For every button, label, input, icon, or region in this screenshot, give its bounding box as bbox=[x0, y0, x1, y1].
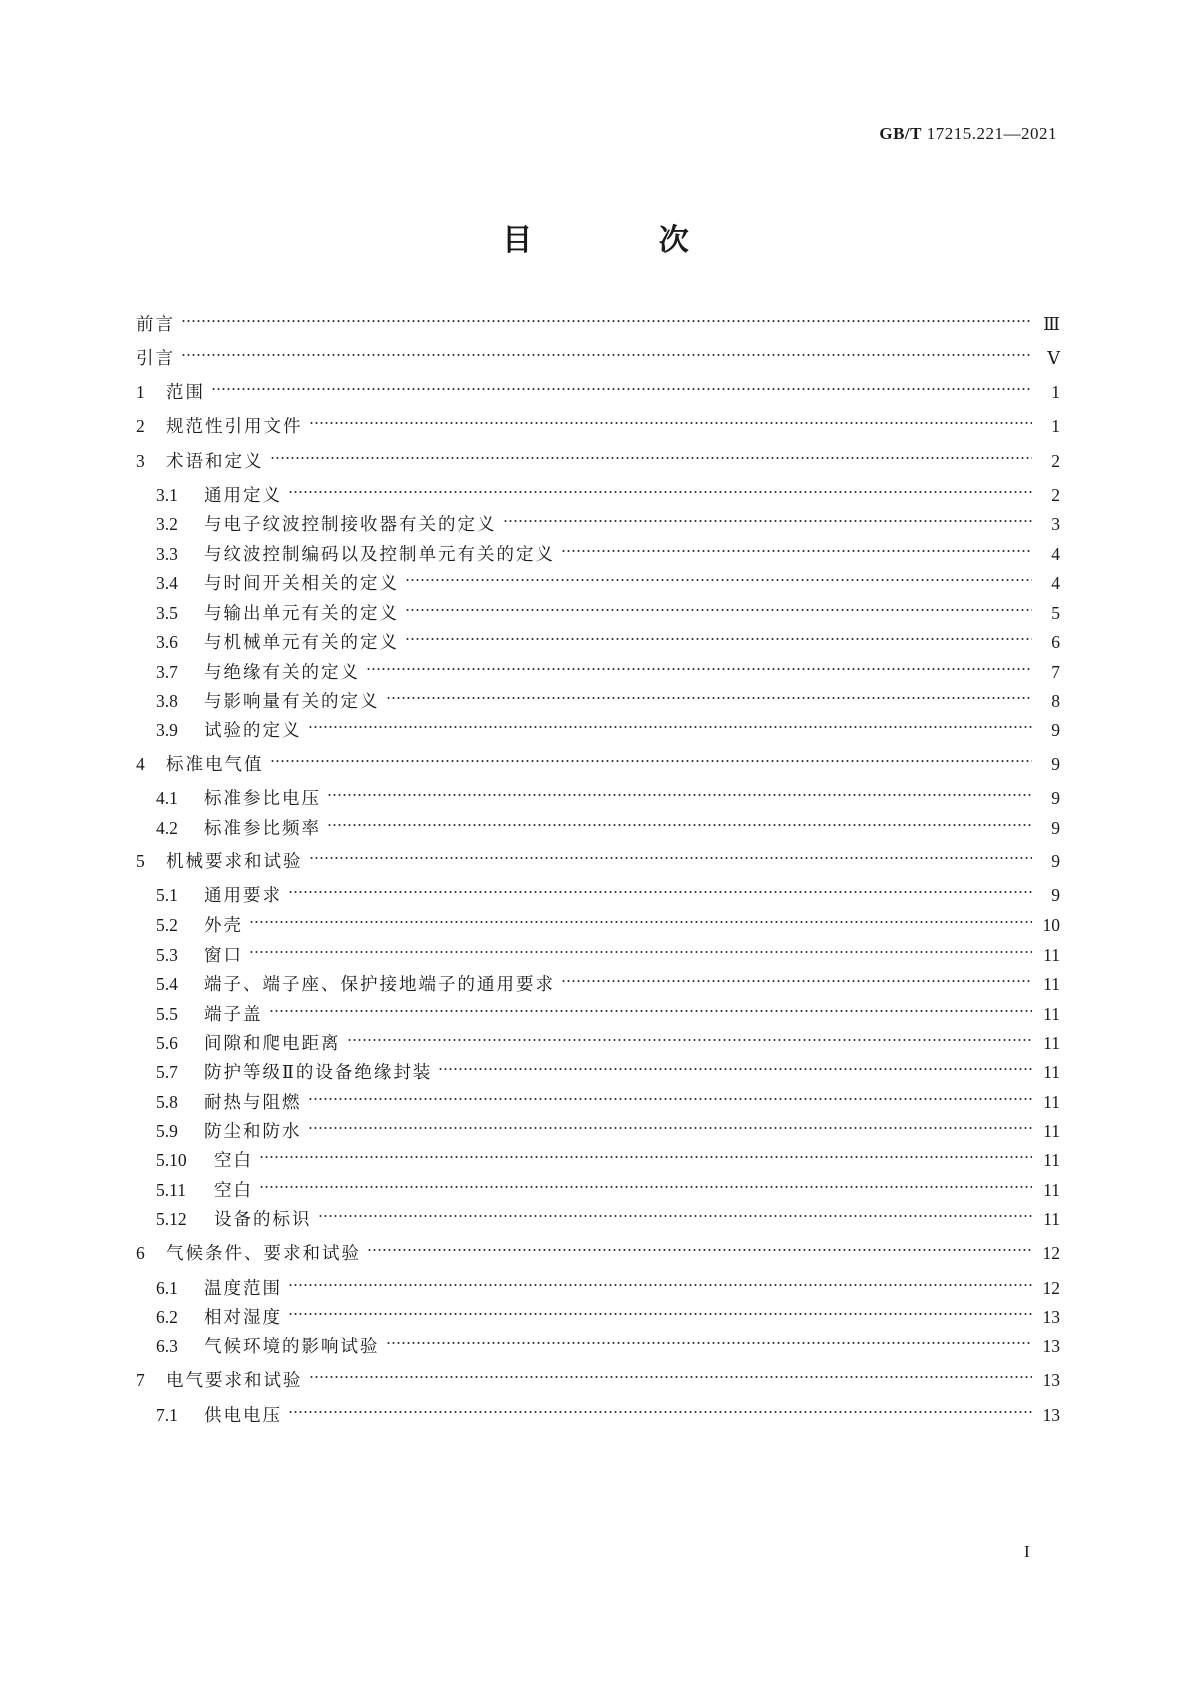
toc-entry-number: 4.1 bbox=[156, 788, 178, 808]
toc-entry-page: 11 bbox=[1043, 945, 1060, 965]
toc-entry-label: 通用定义 bbox=[204, 486, 282, 506]
toc-entry-number: 5.4 bbox=[156, 974, 178, 994]
toc-entry-number: 1 bbox=[136, 382, 145, 402]
toc-entry-label: 防护等级Ⅱ的设备绝缘封装 bbox=[204, 1063, 433, 1083]
toc-entry-number: 5.9 bbox=[156, 1121, 178, 1141]
toc-entry-number: 5.1 bbox=[156, 885, 178, 905]
toc-entry[interactable] bbox=[136, 340, 1060, 369]
toc-entry-number: 3.5 bbox=[156, 603, 178, 623]
toc-entry-page: 11 bbox=[1043, 1150, 1060, 1170]
toc-leader-dots bbox=[386, 1328, 1033, 1352]
toc-leader-dots bbox=[366, 654, 1032, 678]
toc-entry-page: 7 bbox=[1051, 662, 1060, 682]
toc-entry-number: 5.7 bbox=[156, 1062, 178, 1082]
toc-entry-page: 2 bbox=[1051, 451, 1060, 471]
toc-entry-number: 3.8 bbox=[156, 691, 178, 711]
toc-leader-dots bbox=[288, 1270, 1032, 1294]
standard-number-value: 17215.221—2021 bbox=[926, 124, 1057, 143]
toc-leader-dots bbox=[259, 1172, 1032, 1196]
toc-entry-page: 4 bbox=[1051, 573, 1060, 593]
toc-entry-page: 9 bbox=[1051, 851, 1060, 871]
toc-leader-dots bbox=[270, 443, 1033, 467]
toc-entry[interactable] bbox=[156, 536, 1060, 565]
toc-entry-number: 3.1 bbox=[156, 485, 178, 505]
toc-entry-page: 9 bbox=[1051, 818, 1060, 838]
toc-entry[interactable] bbox=[156, 780, 1060, 809]
toc-entry-page: 5 bbox=[1051, 603, 1060, 623]
toc-entry-label: 空白 bbox=[214, 1181, 253, 1201]
toc-entry-label: 与电子纹波控制接收器有关的定义 bbox=[204, 515, 497, 535]
toc-entry[interactable] bbox=[136, 1362, 1060, 1391]
page-number: I bbox=[1024, 1542, 1030, 1561]
toc-leader-dots bbox=[438, 1054, 1032, 1078]
toc-entry-number: 5.2 bbox=[156, 915, 178, 935]
toc-entry-page: Ⅴ bbox=[1047, 348, 1060, 368]
toc-leader-dots bbox=[308, 1113, 1033, 1137]
toc-leader-dots bbox=[249, 937, 1032, 961]
toc-leader-dots bbox=[309, 1362, 1033, 1386]
toc-leader-dots bbox=[309, 843, 1033, 867]
toc-leader-dots bbox=[249, 907, 1032, 931]
toc-entry-page: 2 bbox=[1051, 485, 1060, 505]
toc-entry[interactable] bbox=[136, 843, 1060, 872]
toc-leader-dots bbox=[211, 374, 1032, 398]
toc-entry[interactable] bbox=[156, 1113, 1060, 1142]
toc-leader-dots bbox=[327, 780, 1032, 804]
toc-entry-page: 6 bbox=[1051, 632, 1060, 652]
toc-entry[interactable] bbox=[156, 595, 1060, 624]
toc-entry[interactable] bbox=[156, 1299, 1060, 1328]
toc-entry-label: 端子、端子座、保护接地端子的通用要求 bbox=[204, 975, 555, 995]
standard-code: GB/T bbox=[879, 124, 922, 143]
toc-entry-number: 3.6 bbox=[156, 632, 178, 652]
toc-entry-page: 11 bbox=[1043, 974, 1060, 994]
toc-entry-page: 11 bbox=[1043, 1092, 1060, 1112]
toc-entry[interactable] bbox=[156, 565, 1060, 594]
toc-entry-label: 端子盖 bbox=[204, 1005, 263, 1025]
toc-entry-page: 9 bbox=[1051, 885, 1060, 905]
toc-entry-number: 5.6 bbox=[156, 1033, 178, 1053]
toc-entry-label: 前言 bbox=[136, 315, 175, 335]
toc-entry-label: 耐热与阻燃 bbox=[204, 1093, 302, 1113]
toc-entry-number: 3.4 bbox=[156, 573, 178, 593]
toc-entry[interactable] bbox=[156, 1328, 1060, 1357]
toc-leader-dots bbox=[308, 712, 1033, 736]
toc-entry-label: 标准电气值 bbox=[166, 755, 264, 775]
toc-entry-page: 8 bbox=[1051, 691, 1060, 711]
toc-entry-page: 13 bbox=[1042, 1336, 1060, 1356]
toc-entry[interactable] bbox=[156, 683, 1060, 712]
toc-entry[interactable] bbox=[136, 408, 1060, 437]
toc-entry-label: 气候条件、要求和试验 bbox=[166, 1244, 361, 1264]
toc-entry-page: 9 bbox=[1051, 720, 1060, 740]
toc-entry-number: 3 bbox=[136, 451, 145, 471]
toc-entry-label: 与绝缘有关的定义 bbox=[204, 663, 360, 683]
toc-entry[interactable] bbox=[156, 1054, 1060, 1083]
toc-leader-dots bbox=[386, 683, 1033, 707]
toc-entry-number: 3.3 bbox=[156, 544, 178, 564]
toc-leader-dots bbox=[405, 595, 1032, 619]
toc-entry[interactable] bbox=[156, 712, 1060, 741]
toc-leader-dots bbox=[318, 1201, 1033, 1225]
toc-entry-number: 7.1 bbox=[156, 1405, 178, 1425]
toc-entry-number: 3.7 bbox=[156, 662, 178, 682]
toc-leader-dots bbox=[288, 1397, 1032, 1421]
toc-entry-page: 11 bbox=[1043, 1121, 1060, 1141]
toc-entry-number: 6.3 bbox=[156, 1336, 178, 1356]
toc-entry-label: 间隙和爬电距离 bbox=[204, 1034, 341, 1054]
toc-leader-dots bbox=[288, 877, 1032, 901]
toc-entry-number: 5.3 bbox=[156, 945, 178, 965]
toc-entry[interactable] bbox=[156, 1397, 1060, 1426]
toc-leader-dots bbox=[288, 477, 1032, 501]
toc-entry-label: 规范性引用文件 bbox=[166, 417, 303, 437]
toc-entry-page: 13 bbox=[1042, 1370, 1060, 1390]
toc-entry-number: 4 bbox=[136, 754, 145, 774]
toc-entry[interactable] bbox=[156, 1201, 1060, 1230]
toc-leader-dots bbox=[309, 408, 1033, 432]
toc-entry[interactable] bbox=[156, 966, 1060, 995]
toc-entry-page: 9 bbox=[1051, 788, 1060, 808]
toc-entry-page: 11 bbox=[1043, 1062, 1060, 1082]
toc-entry-label: 空白 bbox=[214, 1151, 253, 1171]
toc-leader-dots bbox=[327, 810, 1032, 834]
toc-leader-dots bbox=[405, 565, 1032, 589]
toc-entry[interactable] bbox=[156, 654, 1060, 683]
toc-entry[interactable] bbox=[156, 506, 1060, 535]
toc-entry-number: 5 bbox=[136, 851, 145, 871]
toc-entry-number: 2 bbox=[136, 416, 145, 436]
page-title: 目 次 bbox=[502, 223, 747, 258]
toc-entry[interactable] bbox=[136, 1235, 1060, 1264]
toc-leader-dots bbox=[288, 1299, 1032, 1323]
toc-entry-page: 13 bbox=[1042, 1307, 1060, 1327]
toc-entry[interactable] bbox=[156, 477, 1060, 506]
toc-entry-label: 引言 bbox=[136, 349, 175, 369]
toc-entry-label: 外壳 bbox=[204, 916, 243, 936]
toc-entry-label: 电气要求和试验 bbox=[166, 1371, 303, 1391]
toc-entry-page: 1 bbox=[1051, 382, 1060, 402]
toc-entry-label: 范围 bbox=[166, 383, 205, 403]
toc-entry-number: 6 bbox=[136, 1243, 145, 1263]
toc-entry-page: 3 bbox=[1051, 514, 1060, 534]
toc-entry-label: 机械要求和试验 bbox=[166, 852, 303, 872]
toc-entry-label: 与纹波控制编码以及控制单元有关的定义 bbox=[204, 545, 555, 565]
toc-entry-page: 12 bbox=[1042, 1243, 1060, 1263]
toc-entry[interactable] bbox=[156, 810, 1060, 839]
toc-entry-label: 术语和定义 bbox=[166, 452, 264, 472]
toc-entry-label: 与时间开关相关的定义 bbox=[204, 574, 399, 594]
toc-entry-label: 与影响量有关的定义 bbox=[204, 692, 380, 712]
toc-entry[interactable] bbox=[156, 877, 1060, 906]
toc-entry-number: 5.5 bbox=[156, 1004, 178, 1024]
toc-leader-dots bbox=[503, 506, 1033, 530]
toc-entry[interactable] bbox=[136, 746, 1060, 775]
toc-entry-label: 相对湿度 bbox=[204, 1308, 282, 1328]
toc-entry-page: 12 bbox=[1042, 1278, 1060, 1298]
toc-entry[interactable] bbox=[136, 374, 1060, 403]
toc-entry[interactable] bbox=[156, 1270, 1060, 1299]
toc-leader-dots bbox=[181, 306, 1032, 330]
toc-entry-label: 气候环境的影响试验 bbox=[204, 1337, 380, 1357]
toc-leader-dots bbox=[181, 340, 1032, 364]
toc-entry-page: 11 bbox=[1043, 1033, 1060, 1053]
toc-leader-dots bbox=[347, 1025, 1033, 1049]
toc-entry-page: 9 bbox=[1051, 754, 1060, 774]
toc-entry[interactable] bbox=[136, 443, 1060, 472]
toc-entry-page: Ⅲ bbox=[1043, 314, 1060, 334]
toc-entry[interactable] bbox=[136, 306, 1060, 335]
toc-entry-number: 3.9 bbox=[156, 720, 178, 740]
toc-entry-page: 10 bbox=[1042, 915, 1060, 935]
toc-leader-dots bbox=[259, 1142, 1032, 1166]
toc-leader-dots bbox=[561, 966, 1032, 990]
toc-entry-label: 设备的标识 bbox=[214, 1210, 312, 1230]
toc-entry[interactable] bbox=[156, 996, 1060, 1025]
toc-entry-number: 6.1 bbox=[156, 1278, 178, 1298]
toc-entry-label: 通用要求 bbox=[204, 886, 282, 906]
toc-entry-page: 11 bbox=[1043, 1004, 1060, 1024]
toc-entry[interactable] bbox=[156, 1084, 1060, 1113]
toc-entry-page: 13 bbox=[1042, 1405, 1060, 1425]
toc-entry-label: 供电电压 bbox=[204, 1406, 282, 1426]
toc-entry-number: 5.10 bbox=[156, 1150, 187, 1170]
toc-entry-label: 试验的定义 bbox=[204, 721, 302, 741]
toc-entry[interactable] bbox=[156, 1172, 1060, 1201]
toc-entry-number: 7 bbox=[136, 1370, 145, 1390]
toc-leader-dots bbox=[561, 536, 1032, 560]
toc-entry-number: 4.2 bbox=[156, 818, 178, 838]
toc-entry-label: 防尘和防水 bbox=[204, 1122, 302, 1142]
toc-entry[interactable] bbox=[156, 907, 1060, 936]
toc-entry-page: 11 bbox=[1043, 1180, 1060, 1200]
toc-entry-label: 标准参比频率 bbox=[204, 819, 321, 839]
toc-entry[interactable] bbox=[156, 624, 1060, 653]
toc-entry-label: 与机械单元有关的定义 bbox=[204, 633, 399, 653]
toc-entry-label: 窗口 bbox=[204, 946, 243, 966]
toc-entry-number: 5.11 bbox=[156, 1180, 186, 1200]
toc-entry-page: 1 bbox=[1051, 416, 1060, 436]
toc-leader-dots bbox=[405, 624, 1032, 648]
toc-entry-label: 温度范围 bbox=[204, 1279, 282, 1299]
toc-leader-dots bbox=[367, 1235, 1032, 1259]
toc-entry-page: 11 bbox=[1043, 1209, 1060, 1229]
toc-entry-number: 6.2 bbox=[156, 1307, 178, 1327]
toc-leader-dots bbox=[270, 746, 1033, 770]
toc-entry[interactable] bbox=[156, 1142, 1060, 1171]
toc-entry[interactable] bbox=[156, 937, 1060, 966]
toc-entry[interactable] bbox=[156, 1025, 1060, 1054]
toc-leader-dots bbox=[308, 1084, 1033, 1108]
toc-entry-number: 3.2 bbox=[156, 514, 178, 534]
toc-entry-number: 5.12 bbox=[156, 1209, 187, 1229]
toc-entry-number: 5.8 bbox=[156, 1092, 178, 1112]
toc-entry-label: 与输出单元有关的定义 bbox=[204, 604, 399, 624]
toc-leader-dots bbox=[269, 996, 1033, 1020]
toc-entry-label: 标准参比电压 bbox=[204, 789, 321, 809]
toc-entry-page: 4 bbox=[1051, 544, 1060, 564]
